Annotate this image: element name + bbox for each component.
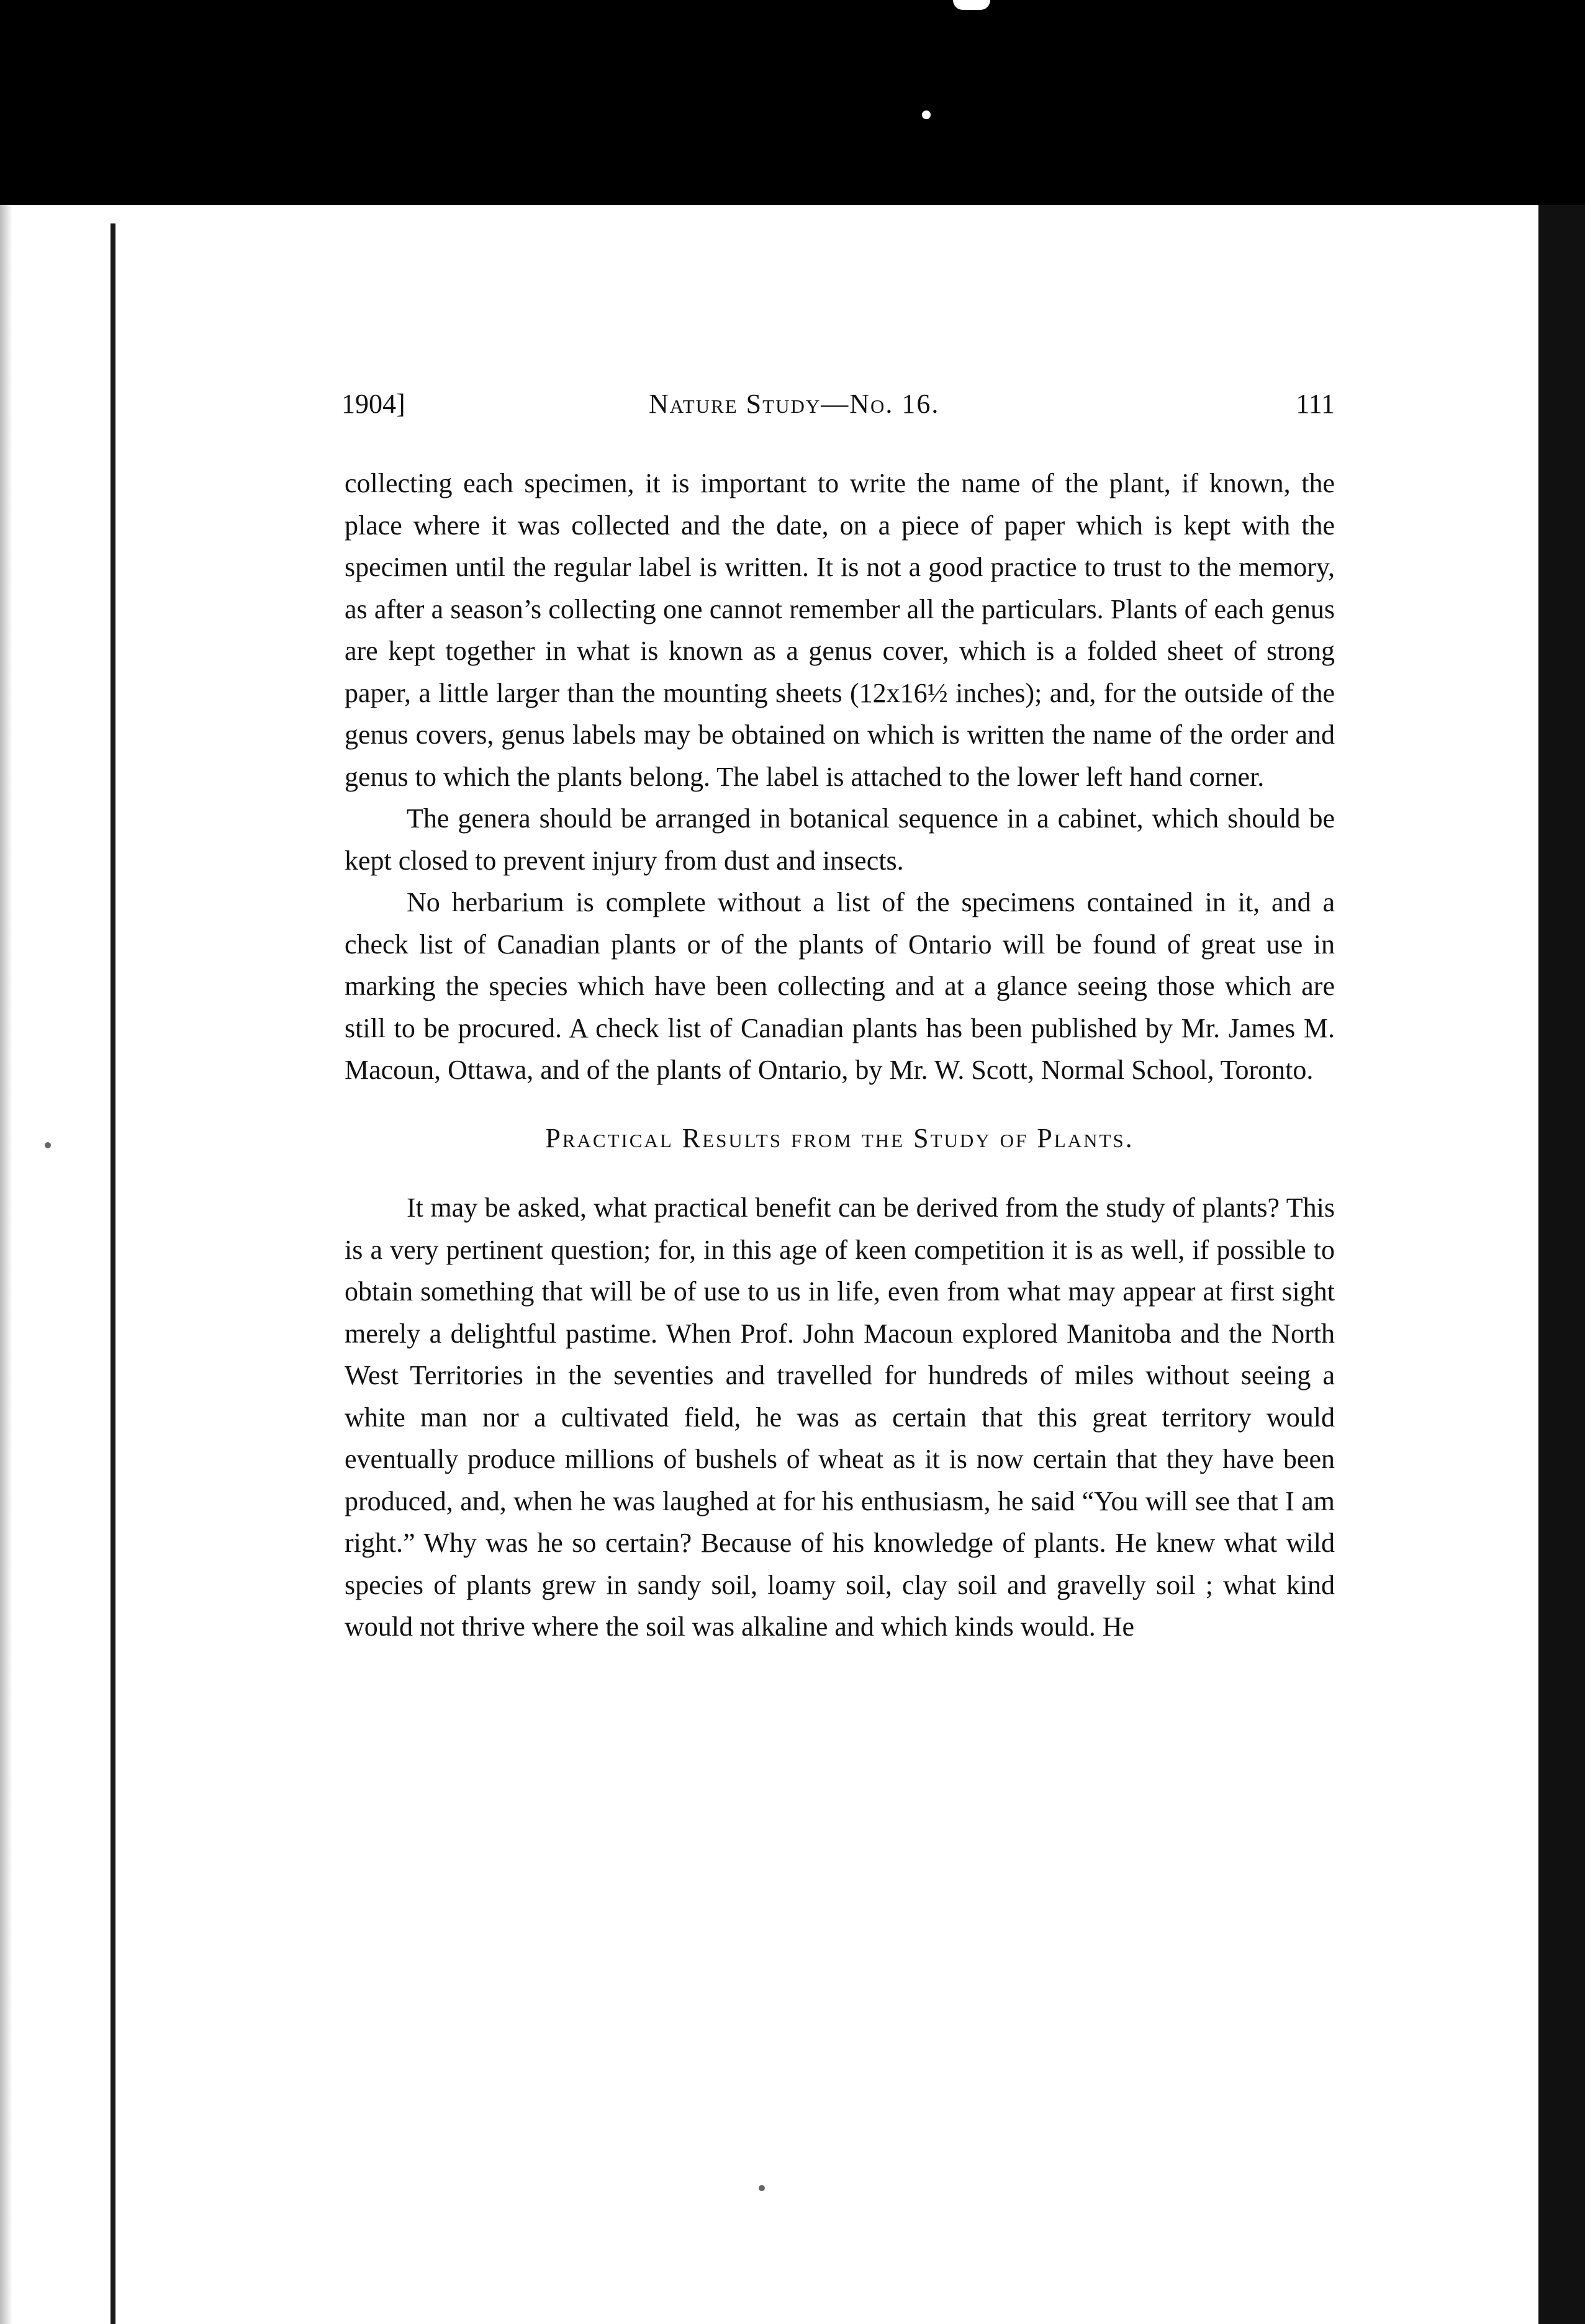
- scan-speck: [45, 1142, 51, 1148]
- page-gutter-line: [111, 223, 115, 2324]
- scan-speck: [922, 110, 931, 119]
- paragraph: It may be asked, what practical benefit can be derived from the study of plants? This is a very pertinent question; for, in this age of keen competition it is as well, if possible to obtain something that will be of use to us in life, even from what may appear at first sight merely a delightful pastime. When Prof. John Macoun explored Manitoba and the North West Territories in the seventies and travelled for hundreds of miles without seeing a white man nor a cultivated field, he was as certain that this great territory would eventually produce millions of bushels of wheat as it is now certain that they have been produced, and, when he was laughed at for his enthusiasm, he said “You will see that I am right.” Why was he so certain? Because of his knowledge of plants. He knew what wild species of plants grew in sandy soil, loamy soil, clay soil and gravelly soil ; what kind would not thrive where the soil was alkaline and which kinds would. He: [345, 1192, 1335, 1642]
- scan-speck: [953, 0, 990, 10]
- paragraph: No herbarium is complete without a list of the specimens contained in it, and a check list of Canadian plants or of the plants of Ontario will be found of great use in marking the species which have been collecting and at a glance seeing those which are still to be procured. A check list of Canadian plants has been published by Mr. James M. Macoun, Ottawa, and of the plants of Ontario, by Mr. W. Scott, Normal School, Toronto.: [345, 887, 1335, 1085]
- header-running-title: Nature Study—No. 16.: [649, 389, 940, 419]
- page-number: 111: [1296, 389, 1335, 419]
- running-header: [341, 388, 1335, 425]
- page-left-margin-shade: [0, 205, 12, 2324]
- scan-background-right: [1538, 205, 1585, 2324]
- body-text: [345, 462, 1335, 1648]
- scan-background-top: [0, 0, 1585, 205]
- paragraph: The genera should be arranged in botanical sequence in a cabinet, which should be kept closed to prevent injury from dust and insects.: [345, 803, 1335, 876]
- paragraph: collecting each specimen, it is important to write the name of the plant, if known, the place where it was collected and the date, on a piece of paper which is kept with the specimen until the regular label is written. It is not a good practice to trust to the memory, as after a season’s collecting one cannot remember all the particulars. Plants of each genus are kept together in what is known as a genus cover, which is a folded sheet of strong paper, a little larger than the mounting sheets (12x16½ inches); and, for the outside of the genus covers, genus labels may be obtained on which is written the name of the order and genus to which the plants belong. The label is attached to the lower left hand corner.: [345, 468, 1335, 792]
- header-year: 1904]: [341, 389, 405, 419]
- section-heading: Practical Results from the Study of Plants.: [545, 1122, 1134, 1153]
- scan-speck: [759, 2185, 765, 2191]
